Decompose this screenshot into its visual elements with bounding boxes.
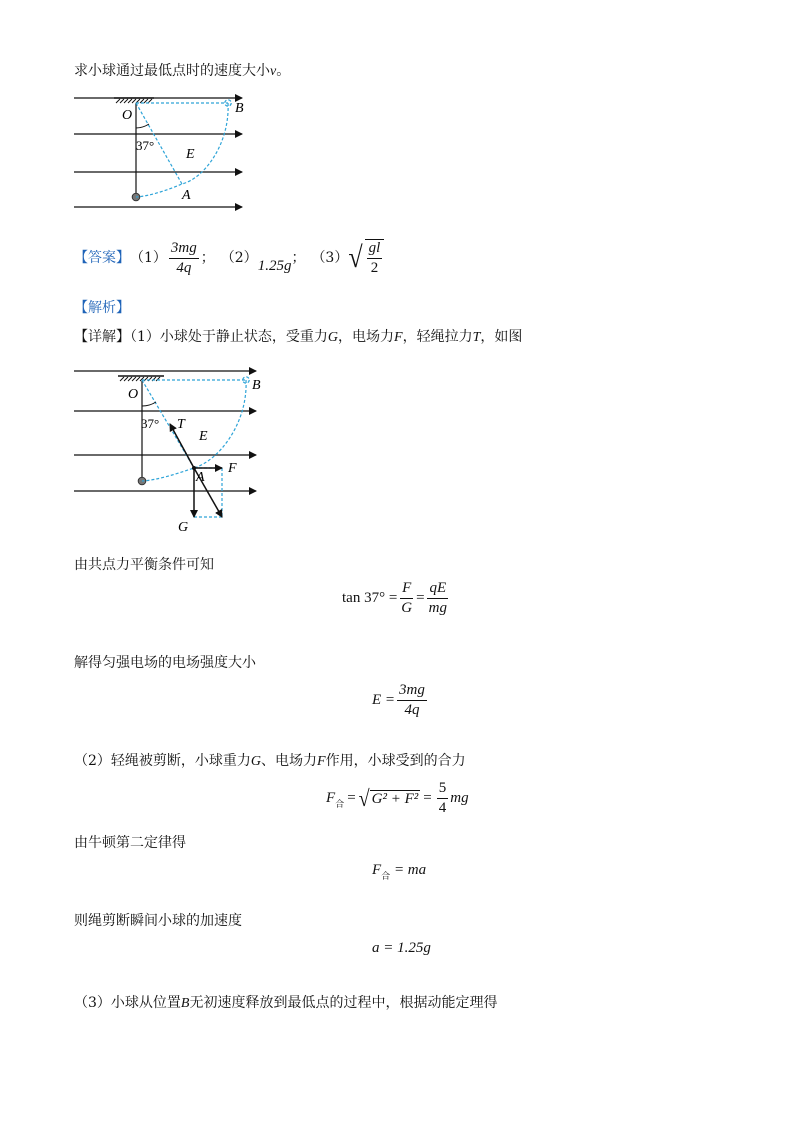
- label-angle: 37°: [136, 138, 155, 153]
- detail-line: 【详解】（1）小球处于静止状态，受重力G，电场力F，轻绳拉力T，如图: [74, 329, 523, 345]
- analysis-label: 【解析】: [74, 300, 130, 316]
- eq2-intro: 解得匀强电场的电场强度大小: [74, 655, 256, 671]
- label-G: G: [178, 520, 189, 535]
- answer-line: 【答案】 （1） $\frac{3mg}{4q}$ ； （2） 1.25g ； （3） √ $\frac{gl}{2}$: [74, 236, 386, 280]
- accel-intro: 则绳剪断瞬间小球的加速度: [74, 913, 242, 929]
- label-O: O: [122, 108, 133, 123]
- angle-arc: [136, 124, 149, 128]
- label-A: A: [196, 470, 205, 485]
- question-text: 求小球通过最低点时的速度大小v。: [74, 63, 291, 79]
- label-E: E: [199, 429, 208, 444]
- dashed-paths: [142, 377, 249, 517]
- eq1-intro: 由共点力平衡条件可知: [74, 557, 214, 573]
- answer-3-sqrt: √ $\frac{gl}{2}$: [348, 239, 386, 277]
- label-B: B: [235, 101, 244, 116]
- eq3: F 合 = √ G² + F² = $\frac{5}{4}$ mg: [326, 780, 469, 816]
- eq2: E = $\frac{3mg}{4q}$: [372, 682, 425, 718]
- part3-line: （3）小球从位置B无初速度释放到最低点的过程中，根据动能定理得: [74, 995, 498, 1011]
- part2-line: （2）轻绳被剪断，小球重力G、电场力F作用，小球受到的合力: [74, 753, 466, 769]
- label-F: F: [228, 461, 237, 476]
- answer-1-fraction: $\frac{3mg}{4q}$: [170, 239, 197, 276]
- answer-2-value: 1.25g: [257, 258, 292, 274]
- newton-intro: 由牛顿第二定律得: [74, 835, 186, 851]
- ceiling-hatch: [114, 98, 154, 103]
- angle-arc: [142, 402, 156, 406]
- label-E: E: [186, 147, 195, 162]
- figure-2: [70, 360, 270, 540]
- accel-eq: a = 1.25g: [372, 940, 431, 956]
- label-B: B: [252, 378, 261, 393]
- figure-1: [70, 88, 260, 214]
- newton-eq: $F_合$ = ma: [372, 862, 427, 881]
- label-O: O: [128, 387, 139, 402]
- label-T: T: [177, 417, 185, 432]
- label-A: A: [182, 188, 191, 203]
- answer-label: 【答案】: [74, 250, 130, 266]
- label-angle: 37°: [141, 416, 160, 431]
- eq1: tan 37° = $\frac{F}{G}$ = $\frac{qE}{mg}$: [342, 580, 447, 616]
